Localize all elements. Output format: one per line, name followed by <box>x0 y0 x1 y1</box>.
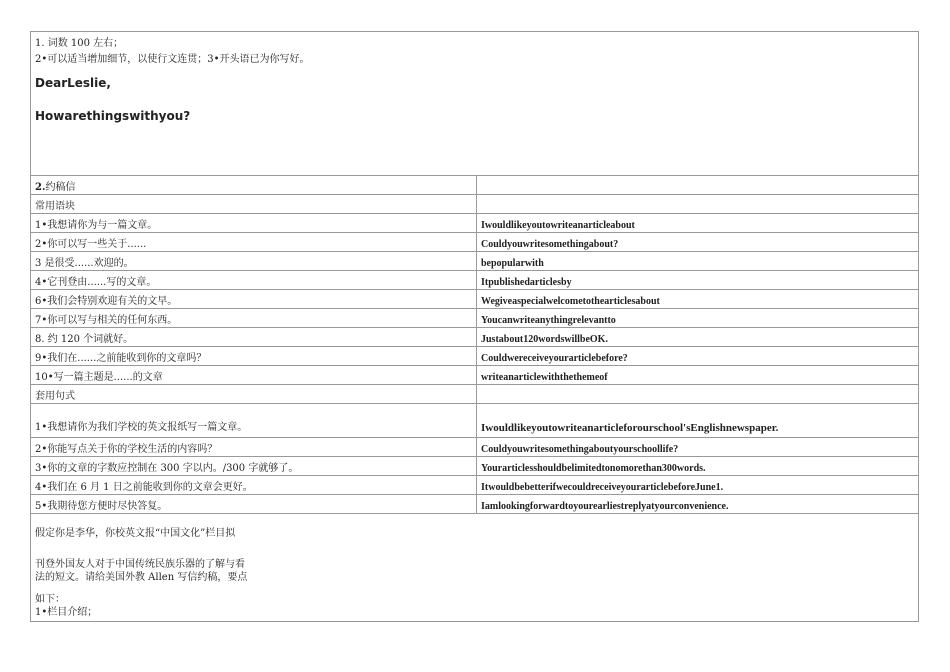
requirement-line-1: 1. 词数 100 左右； <box>35 38 124 49</box>
table-row: 4•我们在 6 月 1 日之前能收到你的文章会更好。 ItwouldbebetterifwecouldreceiveyourarticlebeforeJune1. <box>31 476 918 495</box>
section-title-row <box>31 176 918 195</box>
task-line-1: 假定你是李华，你校英文报“中国文化”栏目拟 <box>35 528 236 539</box>
letter-greeting: DearLeslie, <box>35 76 111 90</box>
table-row: 6•我们会特别欢迎有关的文早。 Wegiveaspecialwelcometothearticlesabout <box>31 290 918 309</box>
task-line-5: 1•栏目介绍； <box>35 607 98 618</box>
table-row: 2•你能写点关于你的学校生活的内容吗？ Couldyouwritesomethingaboutyourschoollife? <box>31 438 918 457</box>
writing-requirements-box <box>31 32 918 176</box>
letter-opening: Howarethingswithyou? <box>35 109 191 123</box>
phrases-heading-row <box>31 195 918 214</box>
sentences-heading: 套用句式 <box>31 385 477 404</box>
task-line-2: 刊登外国友人对于中国传统民族乐器的了解与看 <box>35 559 245 570</box>
section-title: 2.约稿信 <box>31 176 477 195</box>
table-row: 3•你的文章的字数应控制在 300 字以内。/300 字就够了。 Yourarticlesshouldbelimitedtonomorethan300words. <box>31 457 918 476</box>
table-row: 2•你可以写一些关于...... Couldyouwritesomethingabout? <box>31 233 918 252</box>
sentences-heading-row <box>31 385 918 404</box>
table-row: 5•我期待您方便时尽快答复。 Iamlookingforwardtoyourearliestreplyatyourconvenience. <box>31 495 918 514</box>
task-line-4: 如下： <box>35 594 65 605</box>
table-row: 8. 约 120 个词就好。 Justabout120wordswillbeOK. <box>31 328 918 347</box>
table-row: 1•我想请你为与一篇文章。 Iwouldlikeyoutowriteanarticleabout <box>31 214 918 233</box>
requirement-line-2: 2•可以适当增加细节，以使行文连贯；3•开头语已为你写好。 <box>35 54 310 65</box>
table-row: 10•写一篇主题是......的文章 writeanarticlewiththethemeof <box>31 366 918 385</box>
phrases-table <box>31 176 918 514</box>
task-line-3: 法的短文。请给美国外教 Allen 写信约稿，要点 <box>35 572 248 583</box>
document-frame <box>30 31 919 622</box>
table-row: 9•我们在......之前能收到你的文章吗？ Couldwereceiveyourarticlebefore? <box>31 347 918 366</box>
table-row: 3 是很受......欢迎的。 bepopularwith <box>31 252 918 271</box>
table-row: 1•我想请你为我们学校的英文报纸写一篇文章。 Iwouldlikeyoutowriteanarticleforourschool'sEnglishnewspaper. <box>31 404 918 438</box>
phrases-heading: 常用语块 <box>31 195 477 214</box>
table-row: 7•你可以写与相关的任何东西。 Youcanwriteanythingrelevantto <box>31 309 918 328</box>
table-row: 4•它刊登由......写的文章。 Itpublishedarticlesby <box>31 271 918 290</box>
